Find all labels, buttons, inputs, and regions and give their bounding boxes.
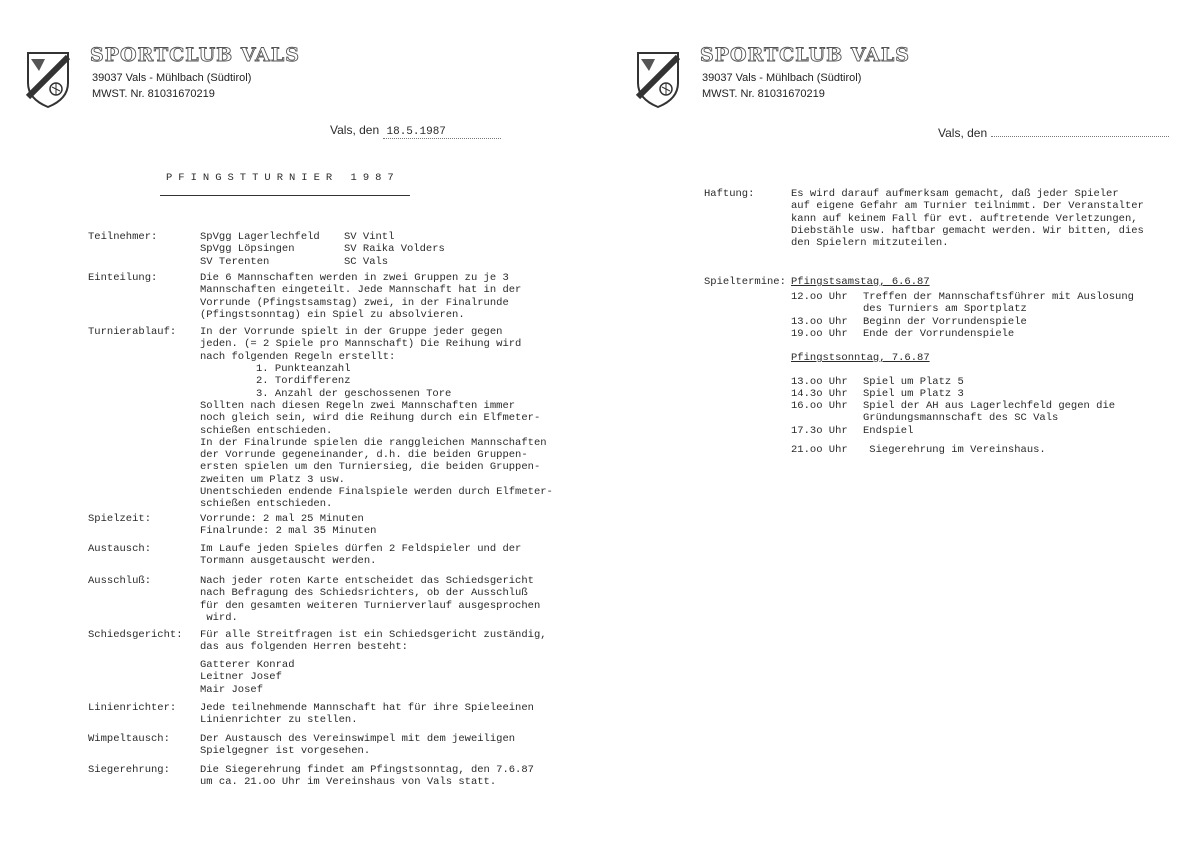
haftung-text: Es wird darauf aufmerksam gemacht, daß jeder Spieler auf eigene Gefahr am Turnier teilnimmt. Der Veranstalter kann auf keinem Fall für evt. auftretende Verletzungen, Diebstähle usw. haftbar gemacht werden. Wir bitten, dies den Spielern mitzuteilen. — [791, 188, 1144, 250]
club-crest-logo — [635, 49, 681, 109]
turnierablauf-label: Turnierablauf: — [88, 326, 177, 338]
document-title: PFINGSTTURNIER 1987 — [166, 172, 400, 184]
club-crest-logo — [25, 49, 71, 109]
participant: SV Raika Volders — [344, 243, 445, 256]
schedule-row — [791, 303, 1027, 315]
turnierablauf-rest: Sollten nach diesen Regeln zwei Mannschaften immer noch gleich sein, wird die Reihung durch ein Elfmeter- schießen entschieden. In der Finalrunde spielen die ranggleichen Mannschaften der Vorrunde gegeneinander, d.h. die beiden Gruppen- ersten spielen um den Turniersieg, die beiden Gruppen- zweiten um Platz 3 usw. Unentschieden endende Finalspiele werden durch Elfmeter- schießen entschieden. — [200, 400, 553, 511]
dateline — [330, 123, 501, 139]
participants-label: Teilnehmer: — [88, 231, 158, 243]
participant: SpVgg Löpsingen — [200, 243, 295, 256]
participant: SC Vals — [344, 255, 389, 268]
vat-number: MWST. Nr. 81031670219 — [92, 88, 215, 100]
title-underline — [160, 195, 410, 196]
referee-list — [200, 659, 295, 696]
schiedsgericht-label: Schiedsgericht: — [88, 629, 183, 641]
schedule-event: Ende der Vorrundenspiele — [863, 328, 1015, 340]
participant: SV Terenten — [200, 255, 270, 268]
schedule-row — [791, 376, 964, 388]
ranking-rule: 3. Anzahl der geschossenen Tore — [256, 387, 452, 400]
schedule-time: 21.oo Uhr — [791, 444, 848, 456]
schiedsgericht-text: Für alle Streitfragen ist ein Schiedsgericht zuständig, das aus folgenden Herren besteht: — [200, 629, 547, 654]
siegerehrung-label: Siegerehrung: — [88, 764, 170, 776]
spieltermine-label: Spieltermine: — [704, 276, 786, 288]
turnierablauf-intro: In der Vorrunde spielt in der Gruppe jeder gegen jeden. (= 2 Spiele pro Mannschaft) Die Reihung wird nach folgenden Regeln erstellt: — [200, 326, 522, 363]
ausschluss-label: Ausschluß: — [88, 575, 152, 587]
spielzeit-label: Spielzeit: — [88, 513, 152, 525]
date-prefix: Vals, den — [330, 123, 380, 137]
date-blank — [991, 124, 1169, 137]
schedule-time: 13.oo Uhr — [791, 376, 848, 388]
schedule-time: 12.oo Uhr — [791, 291, 848, 303]
ranking-rules — [256, 363, 451, 400]
club-address: 39037 Vals - Mühlbach (Südtirol) — [702, 72, 862, 84]
einteilung-label: Einteilung: — [88, 272, 158, 284]
date-value: 18.5.1987 — [383, 126, 501, 139]
vat-number: MWST. Nr. 81031670219 — [702, 88, 825, 100]
schedule-row — [791, 400, 1115, 412]
linienrichter-text: Jede teilnehmende Mannschaft hat für ihre Spieleeinen Linienrichter zu stellen. — [200, 702, 534, 727]
ranking-rule: 2. Tordifferenz — [256, 375, 351, 388]
club-name: SPORTCLUB VALS — [700, 44, 910, 66]
referee-name: Leitner Josef — [200, 671, 282, 684]
referee-name: Gatterer Konrad — [200, 659, 295, 671]
schedule-row — [791, 388, 964, 400]
einteilung-text: Die 6 Mannschaften werden in zwei Gruppen zu je 3 Mannschaften eingeteilt. Jede Mannschaft hat in der Vorrunde (Pfingstsamstag) zwei, in der Finalrunde (Pfingstsonntag) ein Spiel zu absolvieren. — [200, 272, 522, 321]
schedule-event: Spiel um Platz 3 — [863, 388, 964, 400]
schedule-event: Spiel um Platz 5 — [863, 376, 964, 388]
participant: SpVgg Lagerlechfeld — [200, 231, 320, 243]
schedule-time: 19.oo Uhr — [791, 328, 848, 340]
schedule-time: 14.3o Uhr — [791, 388, 848, 400]
participant: SV Vintl — [344, 231, 395, 243]
schedule-row — [791, 425, 913, 437]
participants-col2 — [344, 231, 445, 268]
linienrichter-label: Linienrichter: — [88, 702, 177, 714]
spielzeit-text: Vorrunde: 2 mal 25 Minuten Finalrunde: 2 mal 35 Minuten — [200, 513, 377, 538]
ausschluss-text: Nach jeder roten Karte entscheidet das Schiedsgericht nach Befragung des Schiedsrichters, ob der Ausschluß für den gesamten weiteren Turnierverlauf ausgesprochen wird. — [200, 575, 541, 624]
schedule-row — [791, 444, 1046, 456]
schedule-event: Siegerehrung im Vereinshaus. — [863, 444, 1046, 456]
ranking-rule: 1. Punkteanzahl — [256, 363, 351, 375]
club-name: SPORTCLUB VALS — [90, 44, 300, 66]
schedule-event: des Turniers am Sportplatz — [863, 303, 1027, 315]
schedule-event: Beginn der Vorrundenspiele — [863, 316, 1027, 328]
right-page — [600, 0, 1200, 848]
siegerehrung-text: Die Siegerehrung findet am Pfingstsonntag, den 7.6.87 um ca. 21.oo Uhr im Vereinshaus von Vals statt. — [200, 764, 534, 789]
schedule-row — [791, 412, 1058, 424]
referee-name: Mair Josef — [200, 683, 264, 696]
austausch-text: Im Laufe jeden Spieles dürfen 2 Feldspieler und der Tormann ausgetauscht werden. — [200, 543, 522, 568]
schedule-time: 16.oo Uhr — [791, 400, 848, 412]
section-spieltermine — [704, 276, 1194, 476]
schedule-row — [791, 291, 1134, 303]
dateline — [938, 124, 1169, 140]
schedule-row — [791, 328, 1014, 340]
wimpeltausch-label: Wimpeltausch: — [88, 733, 170, 745]
schedule-event: Gründungsmannschaft des SC Vals — [863, 412, 1059, 424]
club-address: 39037 Vals - Mühlbach (Südtirol) — [92, 72, 252, 84]
schedule-event: Treffen der Mannschaftsführer mit Auslosung — [863, 291, 1134, 303]
participants-col1 — [200, 231, 320, 268]
schedule-time: 17.3o Uhr — [791, 425, 848, 437]
day2-heading: Pfingstsonntag, 7.6.87 — [791, 352, 930, 364]
day1-heading: Pfingstsamstag, 6.6.87 — [791, 276, 930, 288]
schedule-time: 13.oo Uhr — [791, 316, 848, 328]
wimpeltausch-text: Der Austausch des Vereinswimpel mit dem jeweiligen Spielgegner ist vorgesehen. — [200, 733, 516, 758]
date-prefix: Vals, den — [938, 126, 988, 140]
schedule-event: Endspiel — [863, 425, 914, 437]
haftung-label: Haftung: — [704, 188, 755, 200]
schedule-event: Spiel der AH aus Lagerlechfeld gegen die — [863, 400, 1116, 412]
austausch-label: Austausch: — [88, 543, 152, 555]
schedule-row — [791, 316, 1027, 328]
